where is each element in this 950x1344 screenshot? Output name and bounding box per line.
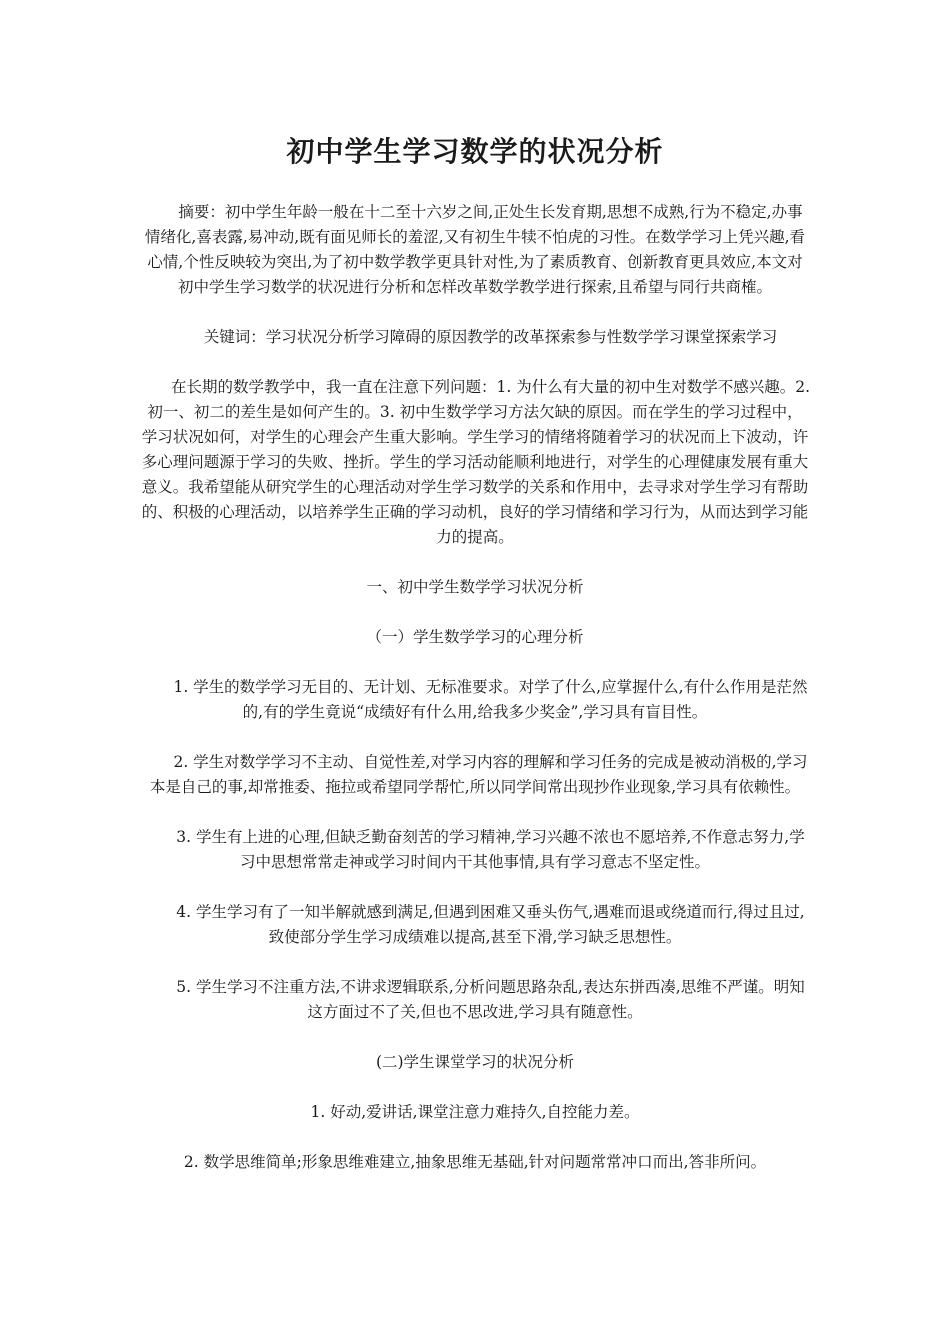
subsection-heading: (二)学生课堂学习的状况分析: [375, 1053, 575, 1071]
abstract-paragraph: 摘要：初中学生年龄一般在十二至十六岁之间,正处生长发育期,思想不成熟,行为不稳定,办事情绪化,喜表露,易冲动,既有面见师长的羞涩,又有初生牛犊不怕虎的习性。在数学学习上凭兴趣,看心情,个性反映较为突出,为了初中数学教学更具针对性,为了素质教育、创新教育更具效应,本文对初中学生学习数学的状况进行分析和怎样改革数学教学进行探索,且希望与同行共商榷。: [144, 203, 806, 296]
list-item: 1. 学生的数学学习无目的、无计划、无标准要求。对学了什么,应掌握什么,有什么作用是茫然的,有的学生竟说“成绩好有什么用,给我多少奖金”,学习具有盲目性。: [173, 678, 808, 721]
keywords-paragraph: 关键词：学习状况分析学习障碍的原因教学的改革探索参与性数学学习课堂探索学习: [203, 328, 778, 346]
list-item: 3. 学生有上进的心理,但缺乏勤奋刻苦的学习精神,学习兴趣不浓也不愿培养,不作意志努力,学习中思想常常走神或学习时间内干其他事情,具有学习意志不坚定性。: [176, 828, 805, 871]
list-item: 4. 学生学习有了一知半解就感到满足,但遇到困难又垂头伤气,遇难而退或绕道而行,得过且过,致使部分学生学习成绩难以提高,甚至下滑,学习缺乏思想性。: [176, 903, 805, 946]
list-item: 2. 学生对数学学习不主动、自觉性差,对学习内容的理解和学习任务的完成是被动消极的,学习本是自己的事,却常推委、拖拉或希望同学帮忙,所以同学间常出现抄作业现象,学习具有依赖性。: [149, 753, 808, 796]
document-body: [140, 200, 810, 1200]
list-item: 1. 好动,爱讲话,课堂注意力难持久,自控能力差。: [310, 1103, 640, 1121]
list-item: 5. 学生学习不注重方法,不讲求逻辑联系,分析问题思路杂乱,表达东拼西凑,思维不严谨。明知这方面过不了关,但也不思改进,学习具有随意性。: [176, 978, 805, 1021]
intro-paragraph: 在长期的数学教学中，我一直在注意下列问题：1. 为什么有大量的初中生对数学不感兴趣。2. 初一、初二的差生是如何产生的。3. 初中生数学学习方法欠缺的原因。而在学生的学习过程中，学习状况如何，对学生的心理会产生重大影响。学生学习的情绪将随着学习的状况而上下波动，许多心理问题源于学习的失败、挫折。学生的学习活动能顺利地进行，对学生的心理健康发展有重大意义。我希望能从研究学生的心理活动对学生学习数学的关系和作用中，去寻求对学生学习有帮助的、积极的心理活动，以培养学生正确的学习动机，良好的学习情绪和学习行为，从而达到学习能力的提高。: [141, 378, 811, 546]
document-title: 初中学生学习数学的状况分析: [286, 135, 664, 168]
section-heading: 一、初中学生数学学习状况分析: [366, 578, 584, 596]
list-item: 2. 数学思维简单;形象思维难建立,抽象思维无基础,针对问题常常冲口而出,答非所问。: [183, 1153, 767, 1171]
subsection-heading: （一）学生数学学习的心理分析: [366, 628, 584, 646]
